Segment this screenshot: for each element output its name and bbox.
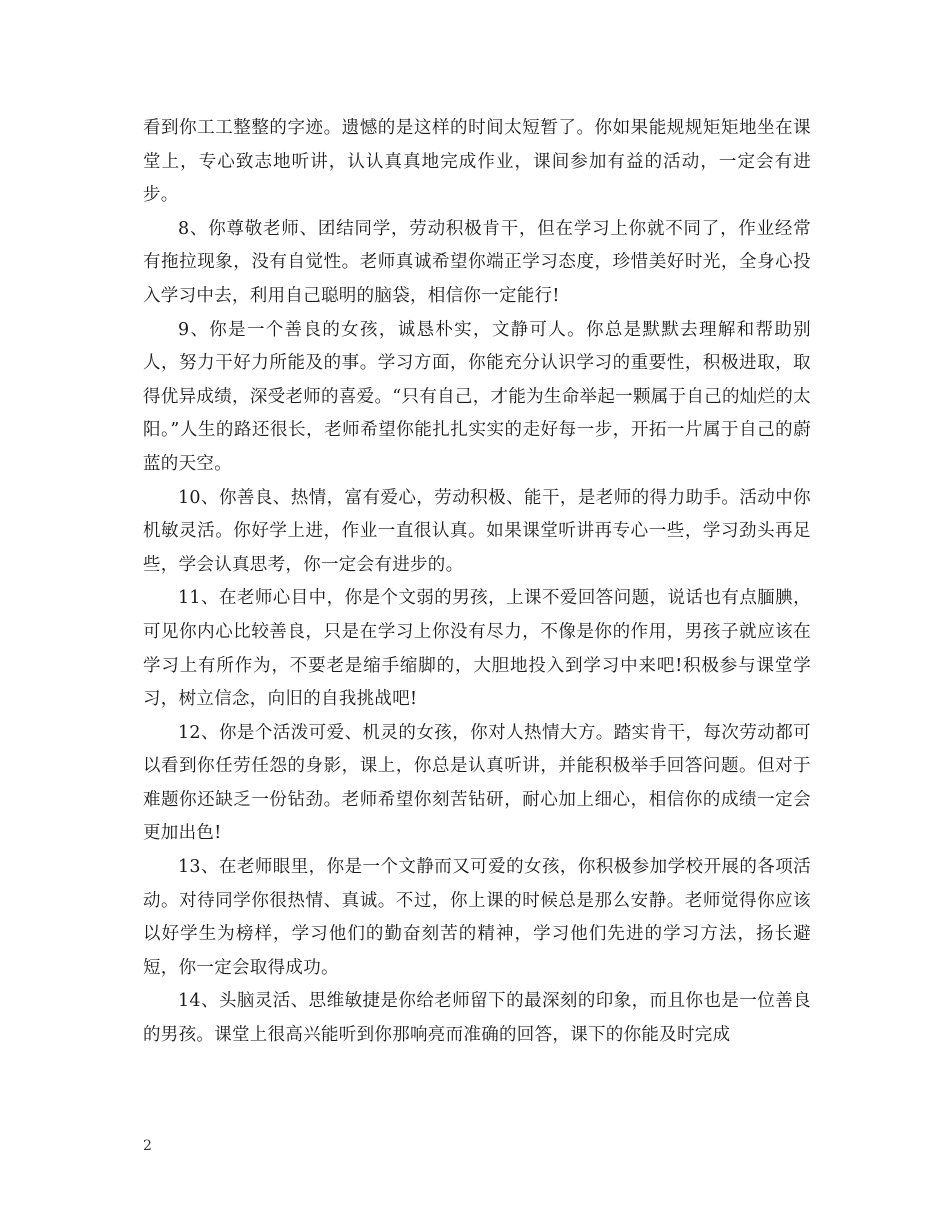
paragraph-comment-10: 10、你善良、热情，富有爱心，劳动积极、能干，是老师的得力助手。活动中你机敏灵活。你好学上进，作业一直很认真。如果课堂听讲再专心一些，学习劲头再足些，学会认真思考，你一定会有进步的。 (143, 487, 811, 575)
page-number: 2 (143, 1138, 152, 1154)
paragraph-continuation: 看到你工工整整的字迹。遗憾的是这样的时间太短暂了。你如果能规规矩矩地坐在课堂上，专心致志地听讲，认认真真地完成作业，课间参加有益的活动，一定会有进步。 (143, 118, 811, 206)
document-body (143, 112, 811, 1053)
paragraph-comment-14: 14、头脑灵活、思维敏捷是你给老师留下的最深刻的印象，而且你也是一位善良的男孩。课堂上很高兴能听到你那响亮而准确的回答，课下的你能及时完成 (143, 991, 811, 1046)
paragraph-comment-13: 13、在老师眼里，你是一个文静而又可爱的女孩，你积极参加学校开展的各项活动。对待同学你很热情、真诚。不过，你上课的时候总是那么安静。老师觉得你应该以好学生为榜样，学习他们的勤奋刻苦的精神，学习他们先进的学习方法，扬长避短，你一定会取得成功。 (143, 857, 811, 978)
paragraph-comment-8: 8、你尊敬老师、团结同学，劳动积极肯干，但在学习上你就不同了，作业经常有拖拉现象，没有自觉性。老师真诚希望你端正学习态度，珍惜美好时光，全身心投入学习中去，利用自己聪明的脑袋，相信你一定能行! (143, 218, 811, 306)
paragraph-comment-9: 9、你是一个善良的女孩，诚恳朴实，文静可人。你总是默默去理解和帮助别人，努力干好力所能及的事。学习方面，你能充分认识学习的重要性，积极进取，取得优异成绩，深受老师的喜爱。“只有自己，才能为生命举起一颗属于自己的灿烂的太阳。”人生的路还很长，老师希望你能扎扎实实的走好每一步，开拓一片属于自己的蔚蓝的天空。 (143, 319, 811, 474)
paragraph-comment-12: 12、你是个活泼可爱、机灵的女孩，你对人热情大方。踏实肯干，每次劳动都可以看到你任劳任怨的身影，课上，你总是认真听讲，并能积极举手回答问题。但对于难题你还缺乏一份钻劲。老师希望你刻苦钻研，耐心加上细心，相信你的成绩一定会更加出色! (143, 722, 811, 844)
paragraph-comment-11: 11、在老师心目中，你是个文弱的男孩，上课不爱回答问题，说话也有点腼腆，可见你内心比较善良，只是在学习上你没有尽力，不像是你的作用，男孩子就应该在学习上有所作为，不要老是缩手缩脚的，大胆地投入到学习中来吧!积极参与课堂学习，树立信念，向旧的自我挑战吧! (143, 588, 811, 710)
